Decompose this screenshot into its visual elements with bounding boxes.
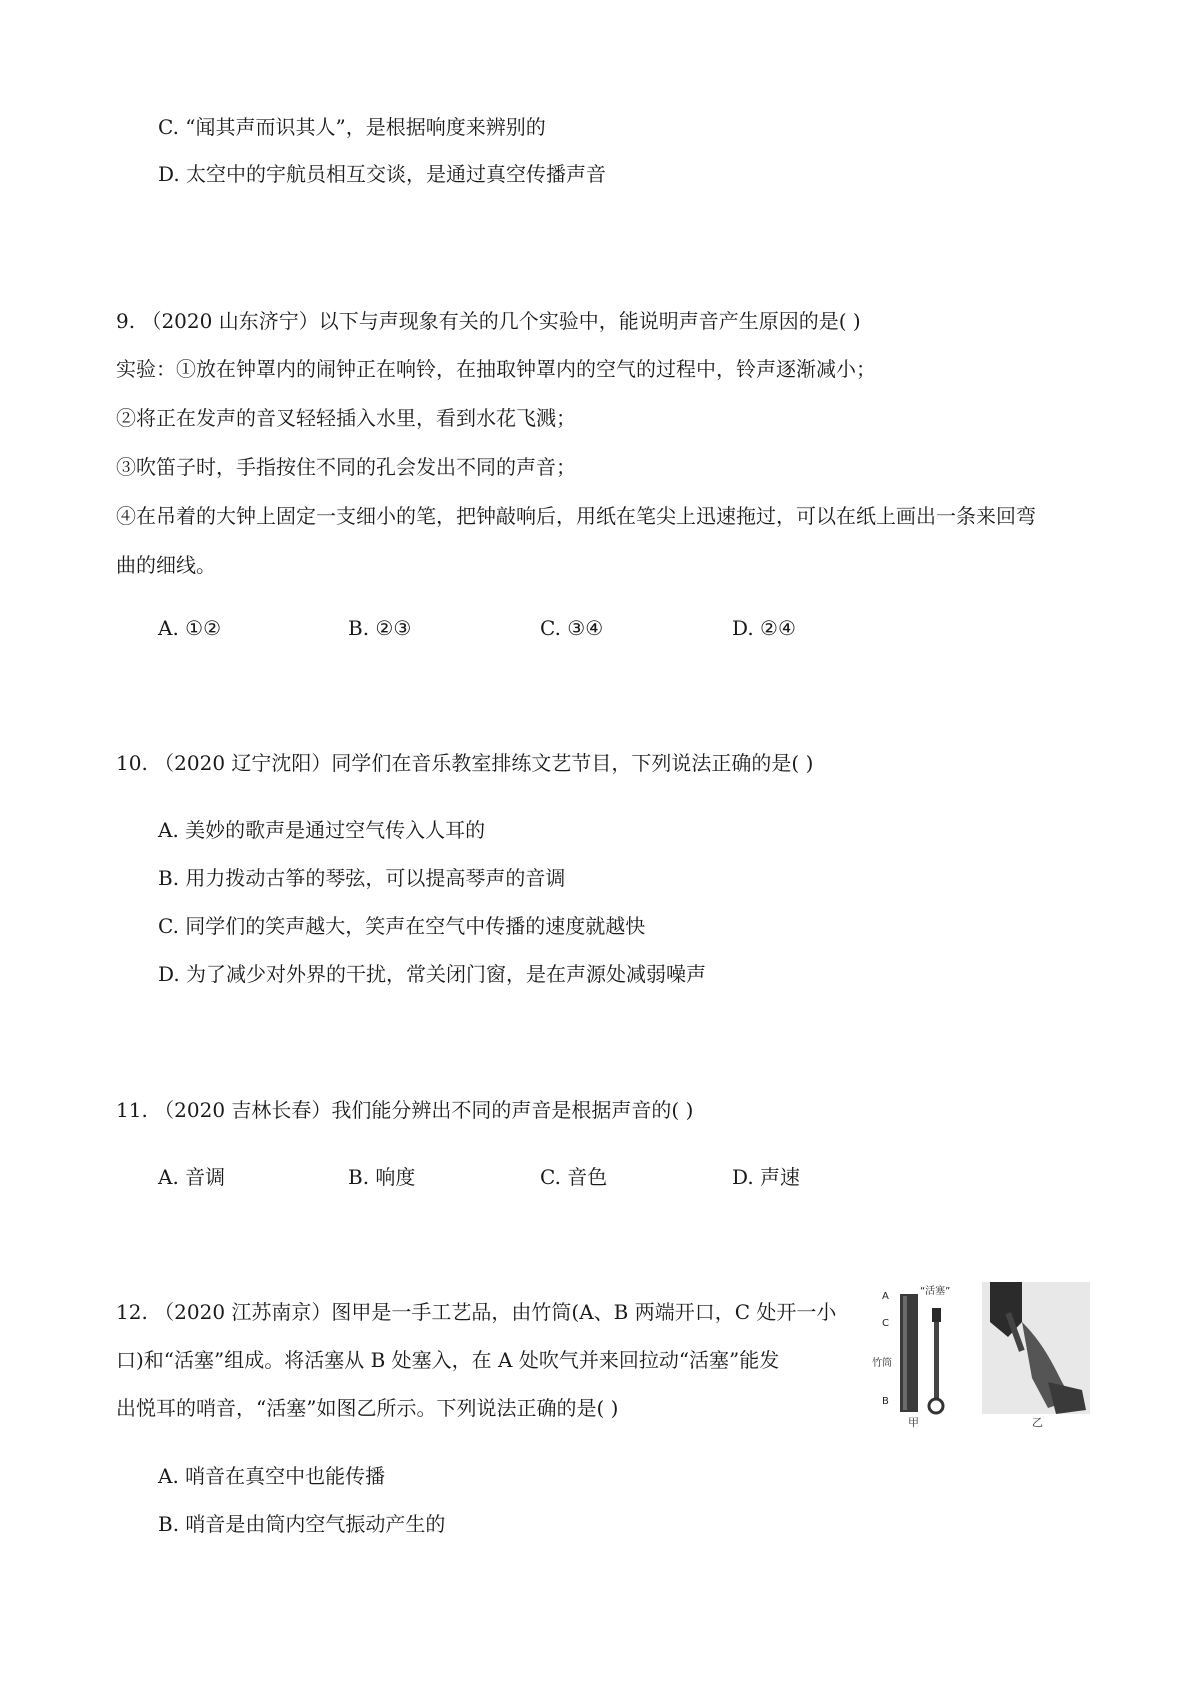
question-12-line-3: 出悦耳的哨音，“活塞”如图乙所示。下列说法正确的是( ) — [116, 1396, 619, 1420]
label-piston: “活塞” — [920, 1286, 951, 1297]
option-a: A. 美妙的歌声是通过空气传入人耳的 — [158, 818, 486, 842]
bamboo-whistle-figure — [872, 1282, 1090, 1428]
option-c: C. “闻其声而识其人”，是根据响度来辨别的 — [158, 115, 546, 139]
option-a: A. 音调 — [158, 1165, 226, 1189]
option-d: D. ②④ — [732, 616, 796, 640]
question-9-stem: 9. （2020 山东济宁）以下与声现象有关的几个实验中，能说明声音产生原因的是( ) — [116, 309, 861, 333]
bamboo-tube — [900, 1294, 918, 1412]
option-b: B. 响度 — [348, 1165, 416, 1189]
question-9-line-2: ②将正在发声的音叉轻轻插入水里，看到水花飞溅； — [116, 406, 576, 430]
option-a: A. ①② — [158, 616, 222, 640]
label-b: B — [882, 1396, 889, 1407]
question-11-options — [158, 1163, 938, 1191]
question-12-line-2: 口)和“活塞”组成。将活塞从 B 处塞入，在 A 处吹气并来回拉动“活塞”能发 — [116, 1348, 780, 1372]
bamboo-whistle-illustration — [872, 1282, 1090, 1428]
option-b: B. 哨音是由筒内空气振动产生的 — [158, 1512, 446, 1536]
piston-ring — [929, 1399, 943, 1413]
question-10-stem: 10. （2020 辽宁沈阳）同学们在音乐教室排练文艺节目，下列说法正确的是( ) — [116, 751, 814, 775]
option-b: B. ②③ — [348, 616, 412, 640]
question-9-line-3: ③吹笛子时，手指按住不同的孔会发出不同的声音； — [116, 455, 576, 479]
piston-rod — [934, 1310, 939, 1400]
label-a: A — [882, 1291, 889, 1302]
option-c: C. 音色 — [540, 1165, 608, 1189]
question-12-line-1: 12. （2020 江苏南京）图甲是一手工艺品，由竹筒(A、B 两端开口，C 处开一小 — [116, 1300, 837, 1324]
question-9-line-1: 实验：①放在钟罩内的闹钟正在响铃，在抽取钟罩内的空气的过程中，铃声逐渐减小； — [116, 357, 876, 381]
caption-right: 乙 — [1032, 1416, 1043, 1428]
question-11-stem: 11. （2020 吉林长春）我们能分辨出不同的声音是根据声音的( ) — [116, 1098, 694, 1122]
question-9-options — [158, 614, 938, 642]
label-c: C — [882, 1318, 889, 1329]
option-b: B. 用力拨动古筝的琴弦，可以提高琴声的音调 — [158, 866, 566, 890]
label-bamboo: 竹筒 — [872, 1358, 892, 1369]
option-a: A. 哨音在真空中也能传播 — [158, 1464, 386, 1488]
caption-left: 甲 — [908, 1416, 919, 1428]
option-d: D. 太空中的宇航员相互交谈，是通过真空传播声音 — [158, 162, 607, 186]
question-9-line-4: ④在吊着的大钟上固定一支细小的笔，把钟敲响后，用纸在笔尖上迅速拖过，可以在纸上画出一条来回弯 — [116, 504, 1036, 528]
option-d: D. 声速 — [732, 1165, 801, 1189]
option-d: D. 为了减少对外界的干扰，常关闭门窗，是在声源处减弱噪声 — [158, 962, 707, 986]
option-c: C. 同学们的笑声越大，笑声在空气中传播的速度就越快 — [158, 914, 646, 938]
option-c: C. ③④ — [540, 616, 604, 640]
question-9-line-5: 曲的细线。 — [116, 553, 216, 577]
